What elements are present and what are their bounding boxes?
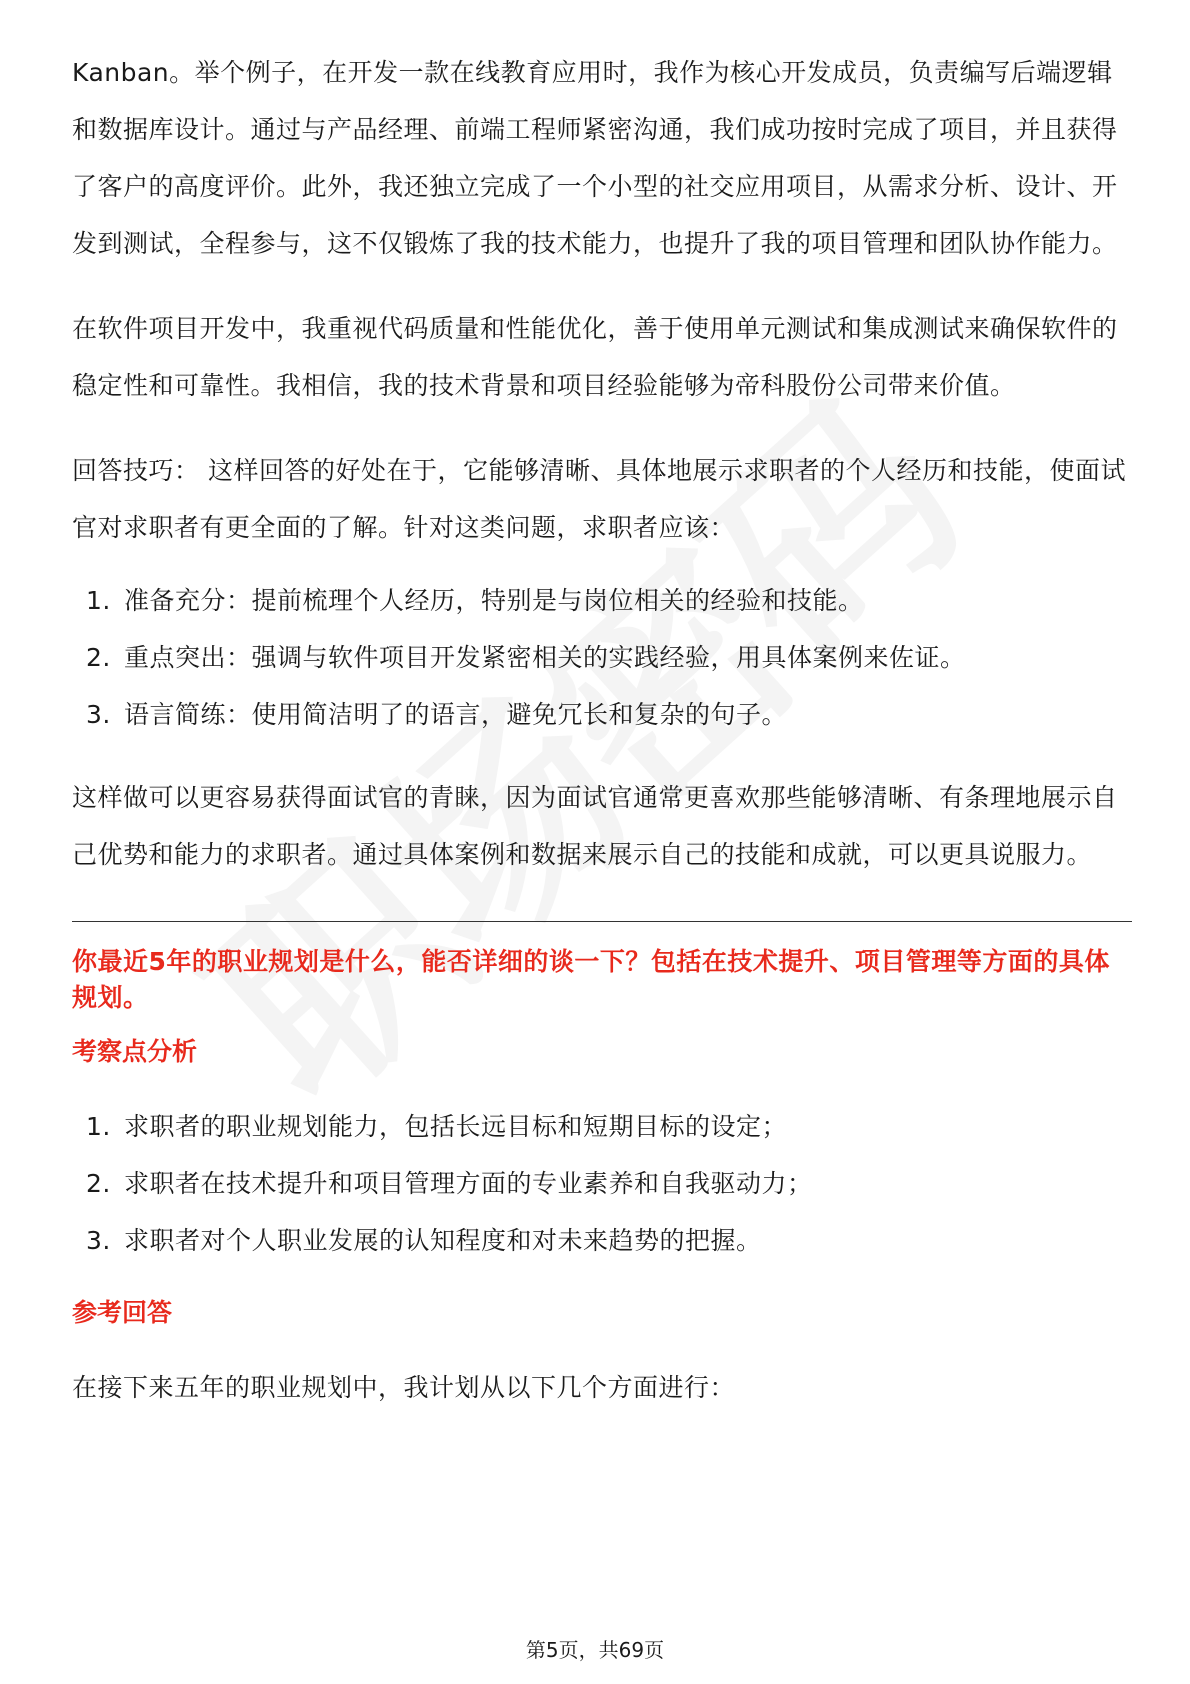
tips-list	[72, 572, 1132, 743]
list-text: 语言简练：使用简洁明了的语言，避免冗长和复杂的句子。	[124, 700, 788, 729]
list-item	[72, 686, 1132, 743]
paragraph: 在软件项目开发中，我重视代码质量和性能优化，善于使用单元测试和集成测试来确保软件的稳定性和可靠性。我相信，我的技术背景和项目经验能够为帝科股份公司带来价值。	[72, 314, 1118, 400]
interview-question: 你最近5年的职业规划是什么，能否详细的谈一下？包括在技术提升、项目管理等方面的具体规划。	[72, 947, 1110, 1012]
list-item	[72, 1098, 1132, 1155]
list-text: 求职者在技术提升和项目管理方面的专业素养和自我驱动力；	[124, 1169, 813, 1198]
paragraph: 这样做可以更容易获得面试官的青睐，因为面试官通常更喜欢那些能够清晰、有条理地展示自己优势和能力的求职者。通过具体案例和数据来展示自己的技能和成就，可以更具说服力。	[72, 783, 1118, 869]
list-item	[72, 572, 1132, 629]
list-number: 3.	[86, 700, 111, 729]
section-divider	[72, 921, 1132, 922]
page-number: 第5页，共69页	[525, 1638, 665, 1662]
answer-heading: 参考回答	[72, 1298, 173, 1327]
list-number: 2.	[86, 1169, 111, 1198]
list-item	[72, 1212, 1132, 1269]
analysis-list	[72, 1098, 1132, 1269]
list-number: 1.	[86, 1112, 111, 1141]
list-text: 求职者对个人职业发展的认知程度和对未来趋势的把握。	[124, 1226, 762, 1255]
list-text: 重点突出：强调与软件项目开发紧密相关的实践经验，用具体案例来佐证。	[124, 643, 966, 672]
list-number: 1.	[86, 586, 111, 615]
answer-intro: 在接下来五年的职业规划中，我计划从以下几个方面进行：	[72, 1373, 736, 1402]
paragraph: 回答技巧： 这样回答的好处在于，它能够清晰、具体地展示求职者的个人经历和技能，使面试官对求职者有更全面的了解。针对这类问题，求职者应该：	[72, 456, 1126, 542]
document-body	[72, 44, 1132, 1444]
list-text: 准备充分：提前梳理个人经历，特别是与岗位相关的经验和技能。	[124, 586, 864, 615]
paragraph: Kanban。举个例子，在开发一款在线教育应用时，我作为核心开发成员，负责编写后端逻辑和数据库设计。通过与产品经理、前端工程师紧密沟通，我们成功按时完成了项目，并且获得了客户的高度评价。此外，我还独立完成了一个小型的社交应用项目，从需求分析、设计、开发到测试，全程参与，这不仅锻炼了我的技术能力，也提升了我的项目管理和团队协作能力。	[72, 58, 1118, 258]
list-number: 3.	[86, 1226, 111, 1255]
list-number: 2.	[86, 643, 111, 672]
list-text: 求职者的职业规划能力，包括长远目标和短期目标的设定；	[124, 1112, 788, 1141]
list-item	[72, 629, 1132, 686]
list-item	[72, 1155, 1132, 1212]
analysis-heading: 考察点分析	[72, 1037, 198, 1066]
